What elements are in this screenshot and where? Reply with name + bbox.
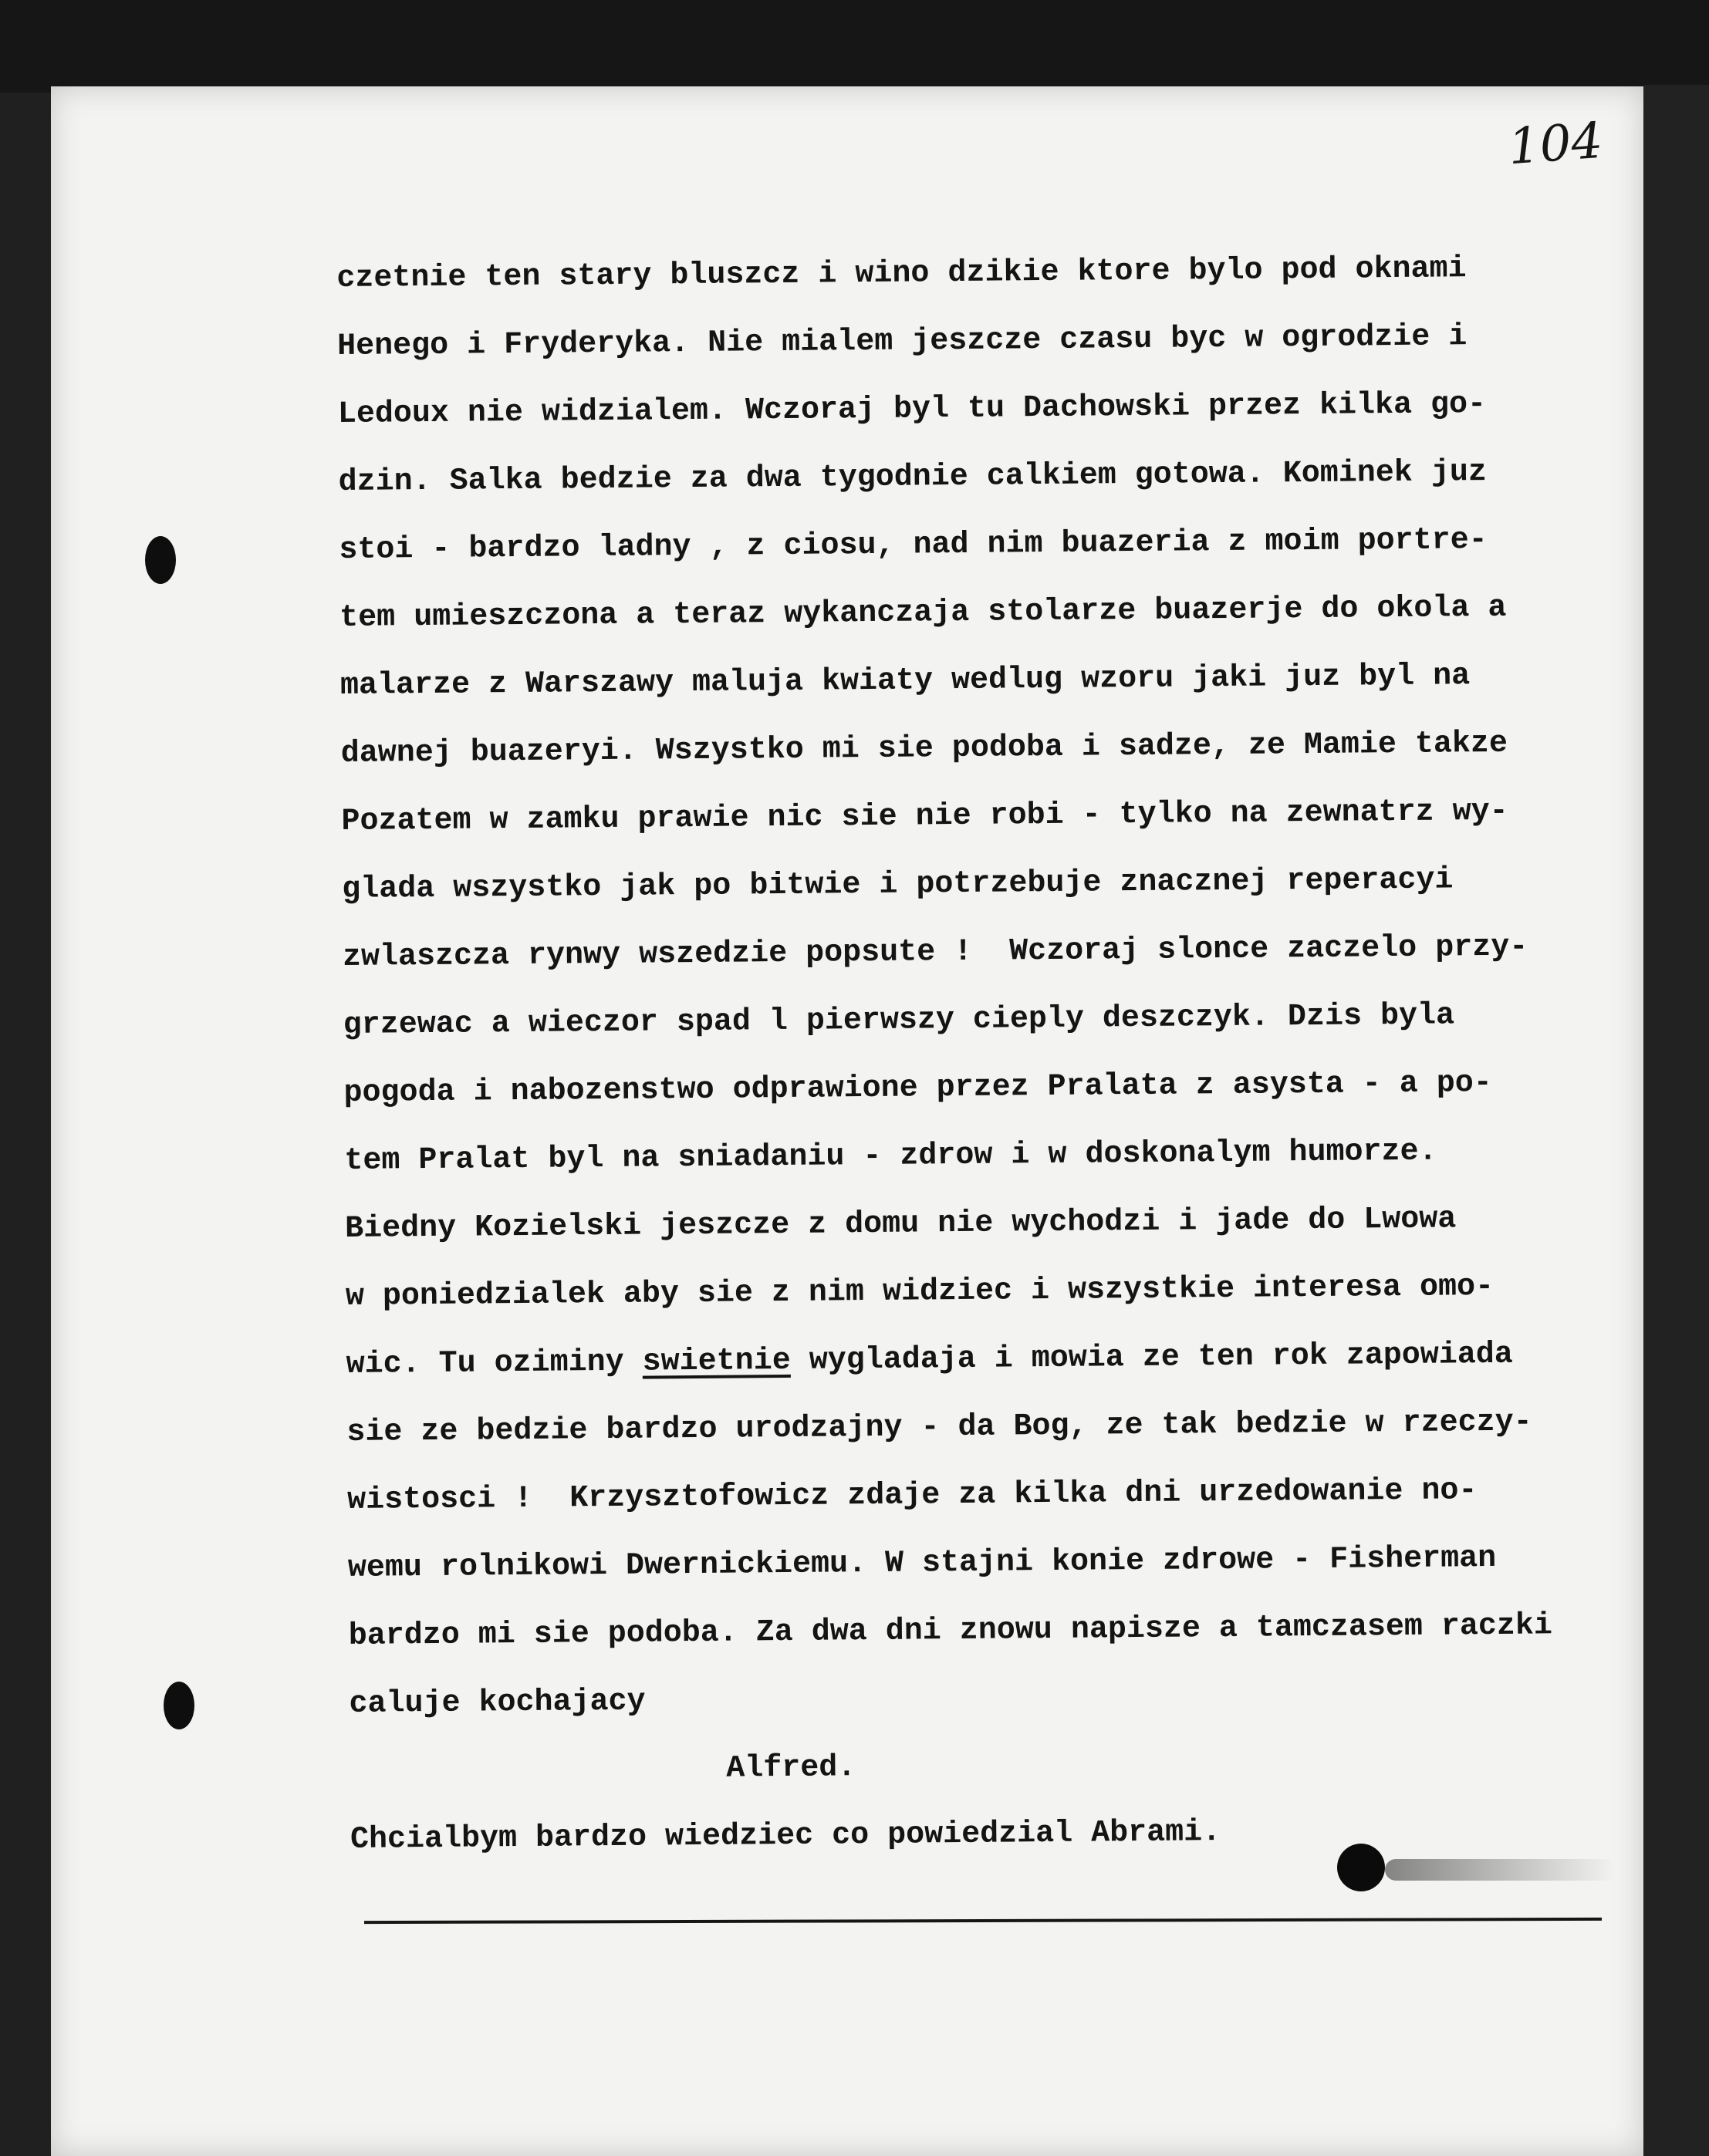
letter-line: tem umieszczona a teraz wykanczaja stolarze buazerje do okola a — [339, 590, 1507, 636]
letter-line: sie ze bedzie bardzo urodzajny - da Bog, ze tak bedzie w rzeczy- — [346, 1405, 1532, 1450]
letter-line: grzewac a wieczor spad l pierwszy cieply deszczyk. Dzis byla — [343, 998, 1455, 1043]
letter-line: Henego i Fryderyka. Nie mialem jeszcze czasu byc w ogrodzie i — [336, 319, 1468, 364]
letter-line: dzin. Salka bedzie za dwa tygodnie calkiem gotowa. Kominek juz — [338, 455, 1488, 500]
letter-line: Biedny Kozielski jeszcze z domu nie wychodzi i jade do Lwowa — [344, 1202, 1457, 1247]
letter-line: dawnej buazeryi. Wszystko mi sie podoba i sadze, ze Mamie takze — [340, 726, 1508, 771]
letter-body — [336, 234, 1647, 1874]
letter-line: bardzo mi sie podoba. Za dwa dni znowu napisze a tamczasem raczki — [348, 1608, 1553, 1654]
letter-line-underlined-word — [346, 1320, 1643, 1399]
letter-line: stoi - bardzo ladny , z ciosu, nad nim buazeria z moim portre- — [339, 522, 1488, 568]
line-text: wygladaja i mowia ze ten rok zapowiada — [790, 1337, 1514, 1378]
letter-line: Pozatem w zamku prawie nic sie nie robi - tylko na zewnatrz wy- — [341, 794, 1508, 839]
signature: Alfred. — [726, 1750, 856, 1787]
letter-line: Ledoux nie widzialem. Wczoraj byl tu Dachowski przez kilka go- — [337, 387, 1487, 432]
page-number: 104 — [1506, 112, 1605, 177]
letter-line: caluje kochajacy — [349, 1684, 646, 1722]
line-text: wic. Tu oziminy — [346, 1345, 643, 1382]
letter-line: wemu rolnikowi Dwernickiemu. W stajni konie zdrowe - Fisherman — [347, 1540, 1497, 1586]
letter-line: wistosci ! Krzysztofowicz zdaje za kilka dni urzedowanie no- — [347, 1473, 1478, 1518]
letter-line: glada wszystko jak po bitwie i potrzebuje znacznej reperacyi — [342, 862, 1454, 907]
postscript: Chcialbym bardzo wiedziec co powiedzial Abrami. — [350, 1815, 1221, 1857]
punch-hole-top — [145, 536, 176, 584]
letter-line: zwlaszcza rynwy wszedzie popsute ! Wczoraj slonce zaczelo przy- — [342, 930, 1528, 975]
scan-top-edge — [0, 0, 1709, 93]
letter-line: tem Pralat byl na sniadaniu - zdrow i w doskonalym humorze. — [344, 1134, 1437, 1179]
underlined-word: swietnie — [642, 1343, 791, 1380]
scan-right-edge — [1643, 85, 1709, 2156]
scan-left-edge — [0, 93, 51, 2156]
letter-line: malarze z Warszawy maluja kwiaty wedlug wzoru jaki juz byl na — [339, 659, 1471, 703]
letter-line: pogoda i nabozenstwo odprawione przez Pralata z asysta - a po- — [343, 1065, 1492, 1111]
letter-line: czetnie ten stary bluszcz i wino dzikie ktore bylo pod oknami — [336, 251, 1467, 296]
punch-hole-bottom — [164, 1682, 194, 1729]
letter-line: w poniedzialek aby sie z nim widziec i wszystkie interesa omo- — [345, 1269, 1495, 1314]
